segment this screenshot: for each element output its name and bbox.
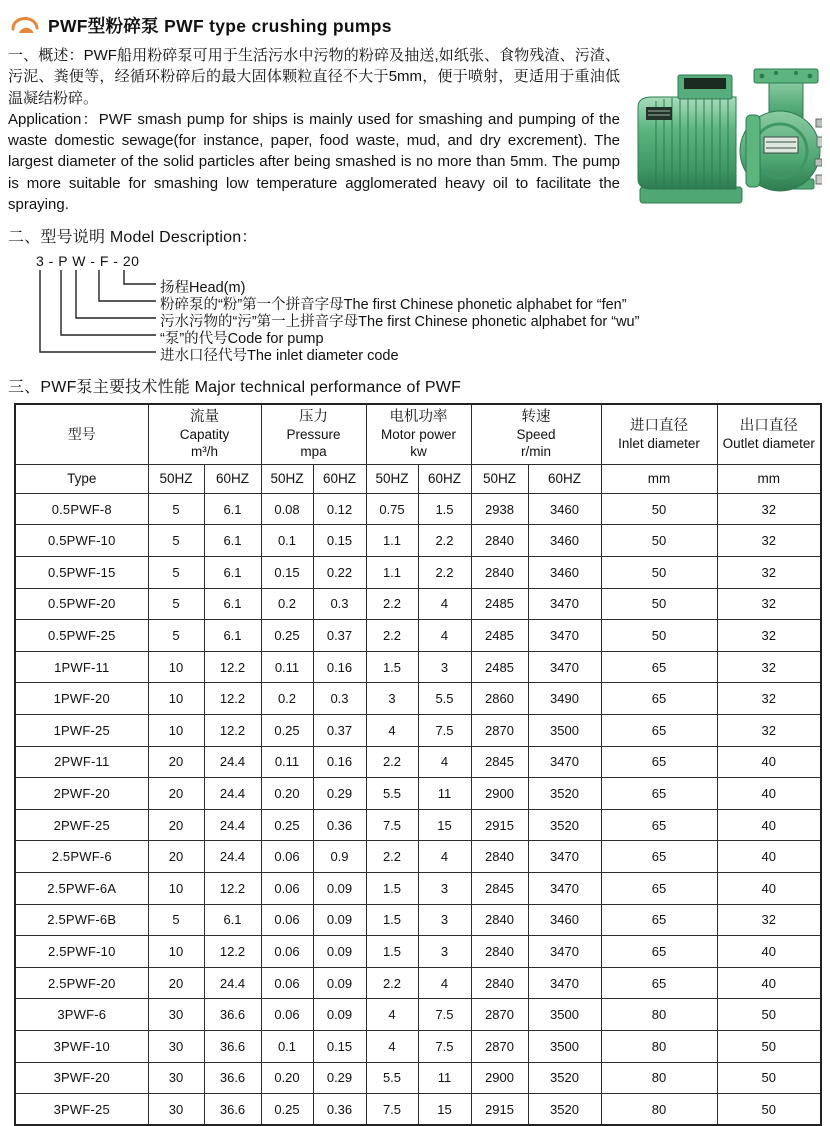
subheader-speed-50hz: 50HZ: [471, 464, 528, 493]
pump-photo: [620, 45, 822, 215]
model-cell: 2.5PWF-10: [15, 936, 148, 968]
motor-power-en: Motor power: [380, 427, 457, 443]
value-cell: 32: [717, 683, 821, 715]
subheader-capacity-60hz: 60HZ: [204, 464, 261, 493]
value-cell: 5.5: [366, 778, 418, 810]
value-cell: 40: [717, 873, 821, 905]
model-cell: 2PWF-20: [15, 778, 148, 810]
value-cell: 0.3: [313, 588, 366, 620]
col-header-capacity: [148, 404, 261, 464]
model-cell: 2.5PWF-6B: [15, 904, 148, 936]
value-cell: 20: [148, 809, 204, 841]
value-cell: 7.5: [418, 1030, 471, 1062]
value-cell: 0.36: [313, 809, 366, 841]
table-row: [15, 620, 821, 652]
value-cell: 0.37: [313, 715, 366, 747]
value-cell: 3500: [528, 715, 601, 747]
value-cell: 3: [418, 873, 471, 905]
value-cell: 2870: [471, 715, 528, 747]
capacity-en: Capatity: [179, 427, 230, 443]
col-header-inlet: [601, 404, 717, 464]
overview-section: [8, 45, 822, 215]
value-cell: 12.2: [204, 651, 261, 683]
pressure-en: Pressure: [286, 427, 341, 443]
value-cell: 0.29: [313, 778, 366, 810]
inlet-en: Inlet diameter: [618, 435, 700, 451]
value-cell: 15: [418, 809, 471, 841]
value-cell: 1.5: [366, 936, 418, 968]
value-cell: 0.09: [313, 936, 366, 968]
value-cell: 0.1: [261, 1030, 313, 1062]
value-cell: 2900: [471, 778, 528, 810]
model-cell: 0.5PWF-20: [15, 588, 148, 620]
value-cell: 6.1: [204, 557, 261, 589]
model-label-pump: “泵”的代号Code for pump: [160, 331, 324, 348]
table-row: [15, 999, 821, 1031]
table-row: [15, 904, 821, 936]
capacity-unit: m³/h: [191, 444, 218, 460]
value-cell: 12.2: [204, 715, 261, 747]
model-cell: 2.5PWF-20: [15, 967, 148, 999]
value-cell: 30: [148, 1062, 204, 1094]
value-cell: 12.2: [204, 683, 261, 715]
value-cell: 2485: [471, 651, 528, 683]
value-cell: 3520: [528, 1062, 601, 1094]
model-cell: 3PWF-10: [15, 1030, 148, 1062]
value-cell: 2915: [471, 809, 528, 841]
speed-unit: r/min: [521, 444, 551, 460]
value-cell: 0.06: [261, 904, 313, 936]
value-cell: 2840: [471, 904, 528, 936]
value-cell: 32: [717, 557, 821, 589]
value-cell: 0.11: [261, 651, 313, 683]
value-cell: 3: [418, 936, 471, 968]
value-cell: 2.2: [366, 746, 418, 778]
value-cell: 32: [717, 620, 821, 652]
value-cell: 2840: [471, 525, 528, 557]
value-cell: 20: [148, 746, 204, 778]
table-row: [15, 841, 821, 873]
value-cell: 20: [148, 967, 204, 999]
value-cell: 2840: [471, 936, 528, 968]
speed-en: Speed: [516, 427, 556, 443]
value-cell: 2915: [471, 1094, 528, 1126]
subheader-motor-60hz: 60HZ: [418, 464, 471, 493]
outlet-en: Outlet diameter: [722, 435, 815, 451]
value-cell: 5: [148, 904, 204, 936]
pressure-zh: 压力: [299, 409, 328, 426]
value-cell: 4: [366, 1030, 418, 1062]
value-cell: 30: [148, 1030, 204, 1062]
value-cell: 0.2: [261, 588, 313, 620]
value-cell: 36.6: [204, 999, 261, 1031]
table-row: [15, 1094, 821, 1126]
model-cell: 1PWF-25: [15, 715, 148, 747]
value-cell: 0.2: [261, 683, 313, 715]
value-cell: 50: [601, 525, 717, 557]
value-cell: 0.09: [313, 904, 366, 936]
value-cell: 0.16: [313, 746, 366, 778]
model-cell: 2.5PWF-6A: [15, 873, 148, 905]
value-cell: 2.2: [366, 620, 418, 652]
table-row: [15, 525, 821, 557]
table-row: [15, 651, 821, 683]
value-cell: 65: [601, 967, 717, 999]
value-cell: 6.1: [204, 493, 261, 525]
value-cell: 2.2: [366, 841, 418, 873]
value-cell: 4: [366, 715, 418, 747]
table-row: [15, 588, 821, 620]
value-cell: 2845: [471, 873, 528, 905]
value-cell: 1.5: [366, 651, 418, 683]
value-cell: 0.22: [313, 557, 366, 589]
value-cell: 5: [148, 493, 204, 525]
value-cell: 30: [148, 1094, 204, 1126]
outlet-zh: 出口直径: [739, 417, 798, 434]
value-cell: 7.5: [366, 809, 418, 841]
value-cell: 10: [148, 936, 204, 968]
value-cell: 80: [601, 999, 717, 1031]
value-cell: 32: [717, 715, 821, 747]
value-cell: 0.09: [313, 873, 366, 905]
table-row: [15, 1062, 821, 1094]
value-cell: 4: [418, 841, 471, 873]
value-cell: 2860: [471, 683, 528, 715]
value-cell: 2938: [471, 493, 528, 525]
capacity-zh: 流量: [190, 409, 219, 426]
value-cell: 24.4: [204, 809, 261, 841]
subheader-pressure-50hz: 50HZ: [261, 464, 313, 493]
value-cell: 65: [601, 841, 717, 873]
value-cell: 5.5: [418, 683, 471, 715]
value-cell: 3490: [528, 683, 601, 715]
value-cell: 0.16: [313, 651, 366, 683]
model-cell: 1PWF-11: [15, 651, 148, 683]
pump-illustration: [622, 49, 822, 212]
value-cell: 0.15: [313, 1030, 366, 1062]
table-row: [15, 715, 821, 747]
table-header-row-groups: [15, 404, 821, 464]
model-cell: 2PWF-25: [15, 809, 148, 841]
table-row: [15, 557, 821, 589]
motor-power-zh: 电机功率: [389, 409, 448, 426]
page-title: [48, 13, 392, 38]
value-cell: 50: [601, 493, 717, 525]
table-row: [15, 967, 821, 999]
value-cell: 32: [717, 651, 821, 683]
value-cell: 0.36: [313, 1094, 366, 1126]
value-cell: 0.75: [366, 493, 418, 525]
value-cell: 40: [717, 841, 821, 873]
value-cell: 40: [717, 809, 821, 841]
value-cell: 24.4: [204, 967, 261, 999]
value-cell: 3: [418, 651, 471, 683]
value-cell: 3520: [528, 809, 601, 841]
subheader-motor-50hz: 50HZ: [366, 464, 418, 493]
value-cell: 50: [717, 1094, 821, 1126]
table-row: [15, 493, 821, 525]
value-cell: 36.6: [204, 1030, 261, 1062]
value-cell: 65: [601, 936, 717, 968]
value-cell: 65: [601, 809, 717, 841]
value-cell: 5: [148, 588, 204, 620]
motor-power-unit: kw: [410, 444, 427, 460]
model-cell: 0.5PWF-8: [15, 493, 148, 525]
value-cell: 5: [148, 557, 204, 589]
value-cell: 0.11: [261, 746, 313, 778]
value-cell: 2.2: [366, 588, 418, 620]
table-header-row-units: [15, 464, 821, 493]
table-section-heading: 三、PWF泵主要技术性能 Major technical performance of PWF: [8, 379, 462, 397]
value-cell: 65: [601, 651, 717, 683]
value-cell: 0.9: [313, 841, 366, 873]
value-cell: 12.2: [204, 936, 261, 968]
model-cell: 3PWF-20: [15, 1062, 148, 1094]
page-header: [8, 13, 822, 38]
value-cell: 3520: [528, 1094, 601, 1126]
value-cell: 40: [717, 778, 821, 810]
col-header-motor-power: [366, 404, 471, 464]
model-label-wu: 污水污物的“污”第一上拼音字母The first Chinese phonetic alphabet for “wu”: [160, 314, 640, 331]
subheader-outlet-mm: mm: [717, 464, 821, 493]
value-cell: 0.25: [261, 620, 313, 652]
value-cell: 2.2: [366, 967, 418, 999]
table-row: [15, 746, 821, 778]
value-cell: 5: [148, 620, 204, 652]
value-cell: 3470: [528, 746, 601, 778]
model-cell: 3PWF-6: [15, 999, 148, 1031]
value-cell: 4: [418, 620, 471, 652]
value-cell: 0.3: [313, 683, 366, 715]
table-row: [15, 1030, 821, 1062]
value-cell: 0.25: [261, 1094, 313, 1126]
value-cell: 4: [418, 746, 471, 778]
value-cell: 3500: [528, 999, 601, 1031]
value-cell: 3: [366, 683, 418, 715]
value-cell: 5.5: [366, 1062, 418, 1094]
value-cell: 20: [148, 778, 204, 810]
model-cell: 0.5PWF-10: [15, 525, 148, 557]
value-cell: 2485: [471, 620, 528, 652]
value-cell: 0.29: [313, 1062, 366, 1094]
subheader-inlet-mm: mm: [601, 464, 717, 493]
value-cell: 1.5: [366, 873, 418, 905]
value-cell: 50: [717, 1062, 821, 1094]
value-cell: 2840: [471, 841, 528, 873]
subheader-speed-60hz: 60HZ: [528, 464, 601, 493]
value-cell: 0.15: [261, 557, 313, 589]
value-cell: 1.5: [366, 904, 418, 936]
model-cell: 3PWF-25: [15, 1094, 148, 1126]
pressure-unit: mpa: [300, 444, 327, 460]
value-cell: 5: [148, 525, 204, 557]
overview-text: [8, 45, 620, 215]
value-cell: 0.37: [313, 620, 366, 652]
value-cell: 24.4: [204, 778, 261, 810]
value-cell: 24.4: [204, 841, 261, 873]
subheader-capacity-50hz: 50HZ: [148, 464, 204, 493]
overview-paragraph-en: Application：PWF smash pump for ships is mainly used for smashing and pumping of the waste domestic sewage(for instance, paper, food waste, mud, and dry excrement). The largest diameter of the solid particles after being smashed is no more than 5mm. The pump is more suitable for smashing low temperature agglomerated heavy oil to facilitate the spraying.: [8, 110, 620, 214]
value-cell: 2485: [471, 588, 528, 620]
value-cell: 32: [717, 493, 821, 525]
inlet-zh: 进口直径: [630, 417, 689, 434]
value-cell: 2900: [471, 1062, 528, 1094]
table-row: [15, 778, 821, 810]
col-header-speed: [471, 404, 601, 464]
value-cell: 0.12: [313, 493, 366, 525]
value-cell: 3460: [528, 557, 601, 589]
value-cell: 3470: [528, 651, 601, 683]
model-cell: 0.5PWF-15: [15, 557, 148, 589]
value-cell: 50: [601, 588, 717, 620]
value-cell: 0.06: [261, 873, 313, 905]
model-cell: 2.5PWF-6: [15, 841, 148, 873]
value-cell: 4: [418, 967, 471, 999]
value-cell: 7.5: [418, 715, 471, 747]
value-cell: 12.2: [204, 873, 261, 905]
model-code: 3 - P W - F - 20: [36, 253, 140, 270]
value-cell: 10: [148, 683, 204, 715]
value-cell: 0.06: [261, 999, 313, 1031]
value-cell: 0.08: [261, 493, 313, 525]
value-cell: 3500: [528, 1030, 601, 1062]
value-cell: 2840: [471, 967, 528, 999]
model-cell: 0.5PWF-25: [15, 620, 148, 652]
value-cell: 50: [601, 620, 717, 652]
value-cell: 65: [601, 904, 717, 936]
value-cell: 50: [717, 1030, 821, 1062]
table-row: [15, 683, 821, 715]
page-title-zh: PWF型粉碎泵: [48, 16, 159, 36]
overview-paragraph-zh: 一、概述：PWF船用粉碎泵可用于生活污水中污物的粉碎及抽送,如纸张、食物残渣、污渣、污泥、粪便等，经循环粉碎后的最大固体颗粒直径不大于5mm，便于喷射，更适用于重油低温凝结粉碎。: [8, 47, 620, 107]
value-cell: 3470: [528, 967, 601, 999]
col-header-model: 型号: [15, 404, 148, 464]
model-label-fen: 粉碎泵的“粉”第一个拼音字母The first Chinese phonetic alphabet for “fen”: [160, 297, 627, 314]
value-cell: 1.5: [418, 493, 471, 525]
col-header-pressure: [261, 404, 366, 464]
value-cell: 0.25: [261, 809, 313, 841]
value-cell: 15: [418, 1094, 471, 1126]
value-cell: 3470: [528, 873, 601, 905]
value-cell: 10: [148, 715, 204, 747]
value-cell: 6.1: [204, 904, 261, 936]
value-cell: 80: [601, 1030, 717, 1062]
value-cell: 10: [148, 873, 204, 905]
model-cell: 2PWF-11: [15, 746, 148, 778]
model-label-inlet: 进水口径代号The inlet diameter code: [160, 348, 399, 365]
value-cell: 2870: [471, 1030, 528, 1062]
value-cell: 32: [717, 588, 821, 620]
value-cell: 7.5: [418, 999, 471, 1031]
table-body: [15, 493, 821, 1125]
value-cell: 65: [601, 746, 717, 778]
value-cell: 0.1: [261, 525, 313, 557]
value-cell: 0.06: [261, 841, 313, 873]
value-cell: 32: [717, 904, 821, 936]
value-cell: 32: [717, 525, 821, 557]
value-cell: 2845: [471, 746, 528, 778]
value-cell: 80: [601, 1062, 717, 1094]
value-cell: 3: [418, 904, 471, 936]
value-cell: 6.1: [204, 588, 261, 620]
value-cell: 6.1: [204, 525, 261, 557]
value-cell: 0.20: [261, 778, 313, 810]
table-row: [15, 936, 821, 968]
value-cell: 3460: [528, 904, 601, 936]
value-cell: 0.15: [313, 525, 366, 557]
value-cell: 40: [717, 936, 821, 968]
model-section-heading: 二、型号说明 Model Description：: [8, 229, 258, 247]
value-cell: 3460: [528, 493, 601, 525]
value-cell: 65: [601, 778, 717, 810]
value-cell: 2.2: [418, 557, 471, 589]
value-cell: 2840: [471, 557, 528, 589]
value-cell: 11: [418, 1062, 471, 1094]
value-cell: 65: [601, 683, 717, 715]
value-cell: 0.25: [261, 715, 313, 747]
value-cell: 20: [148, 841, 204, 873]
value-cell: 4: [418, 588, 471, 620]
value-cell: 40: [717, 746, 821, 778]
value-cell: 30: [148, 999, 204, 1031]
value-cell: 40: [717, 967, 821, 999]
brand-logo-icon: [10, 14, 41, 37]
model-code-diagram: [8, 253, 822, 365]
value-cell: 10: [148, 651, 204, 683]
value-cell: 3470: [528, 588, 601, 620]
model-cell: 1PWF-20: [15, 683, 148, 715]
value-cell: 36.6: [204, 1094, 261, 1126]
performance-table: [14, 403, 822, 1126]
value-cell: 65: [601, 715, 717, 747]
table-row: [15, 873, 821, 905]
value-cell: 2.2: [418, 525, 471, 557]
value-cell: 36.6: [204, 1062, 261, 1094]
value-cell: 3470: [528, 620, 601, 652]
speed-zh: 转速: [521, 409, 551, 426]
value-cell: 3520: [528, 778, 601, 810]
value-cell: 0.09: [313, 999, 366, 1031]
value-cell: 80: [601, 1094, 717, 1126]
value-cell: 1.1: [366, 525, 418, 557]
value-cell: 50: [601, 557, 717, 589]
value-cell: 3470: [528, 841, 601, 873]
value-cell: 6.1: [204, 620, 261, 652]
table-row: [15, 809, 821, 841]
value-cell: 4: [366, 999, 418, 1031]
value-cell: 0.20: [261, 1062, 313, 1094]
value-cell: 24.4: [204, 746, 261, 778]
subheader-type: Type: [15, 464, 148, 493]
value-cell: 7.5: [366, 1094, 418, 1126]
subheader-pressure-60hz: 60HZ: [313, 464, 366, 493]
value-cell: 11: [418, 778, 471, 810]
page-title-en: PWF type crushing pumps: [164, 16, 392, 36]
value-cell: 0.06: [261, 967, 313, 999]
value-cell: 2870: [471, 999, 528, 1031]
value-cell: 1.1: [366, 557, 418, 589]
col-header-outlet: [717, 404, 821, 464]
value-cell: 3460: [528, 525, 601, 557]
value-cell: 0.06: [261, 936, 313, 968]
value-cell: 65: [601, 873, 717, 905]
value-cell: 0.09: [313, 967, 366, 999]
model-label-head: 扬程Head(m): [160, 280, 246, 297]
value-cell: 3470: [528, 936, 601, 968]
value-cell: 50: [717, 999, 821, 1031]
